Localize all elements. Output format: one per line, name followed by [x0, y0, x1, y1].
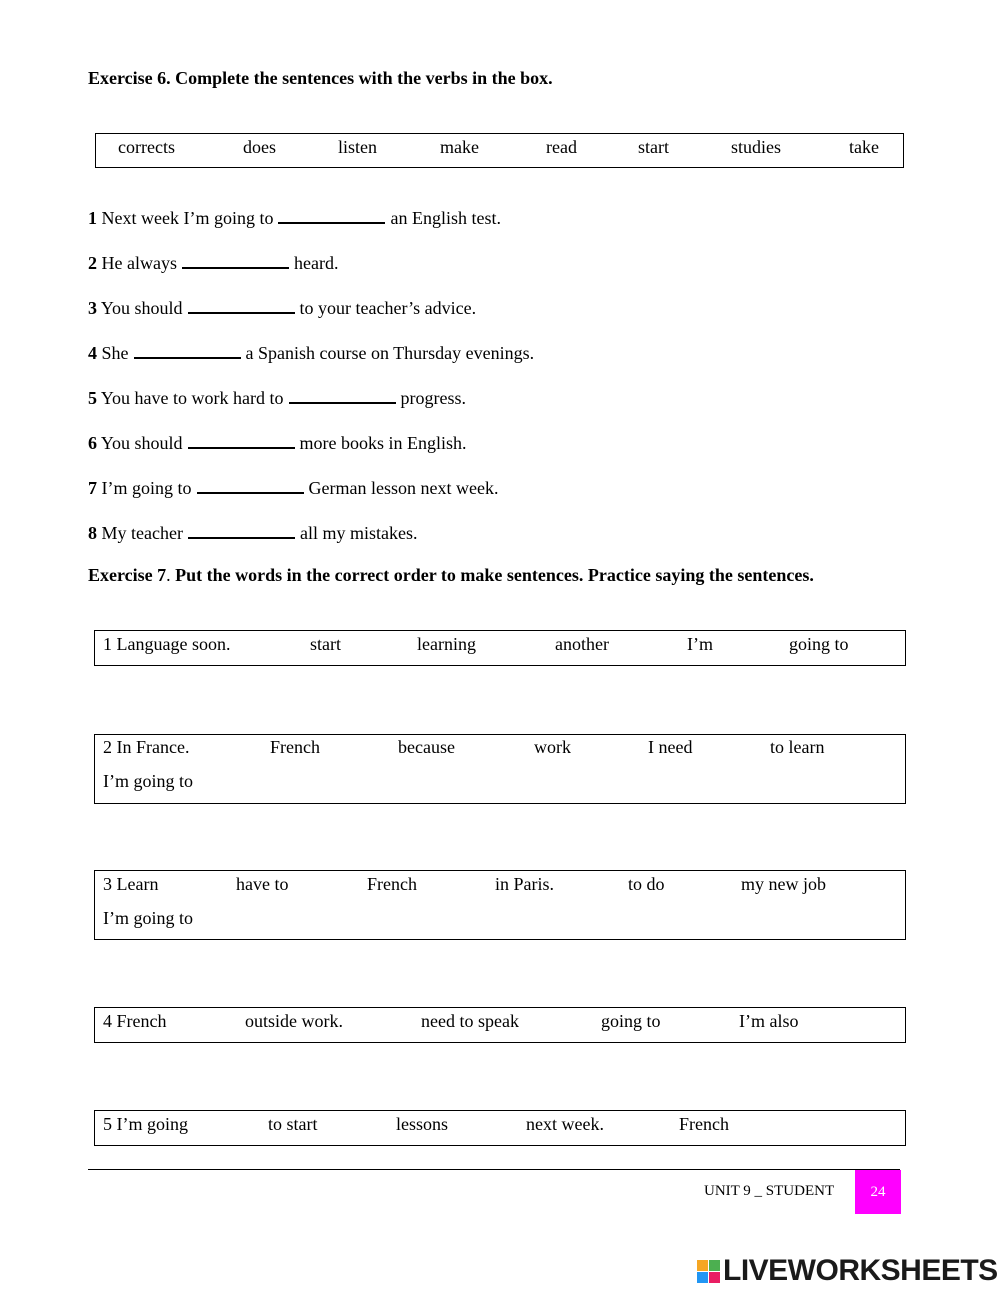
answer-blank[interactable]	[278, 204, 385, 224]
sentence-8	[88, 519, 417, 544]
word-chip[interactable]: I’m also	[739, 1011, 799, 1031]
sentence-before: You have to work hard to	[100, 388, 284, 408]
verb-item: read	[546, 137, 577, 157]
word-chip[interactable]: 4 French	[103, 1011, 167, 1031]
sentence-number: 8	[88, 523, 97, 543]
exercise-7-instruction: Put the words in the correct order to make sentences. Practice saying the sentences.	[175, 565, 814, 585]
sentence-after: to your teacher’s advice.	[299, 298, 477, 318]
logo-grid-cell	[697, 1260, 708, 1271]
word-chip[interactable]: lessons	[396, 1114, 449, 1134]
liveworksheets-logo	[697, 1254, 998, 1288]
word-box-3	[94, 870, 906, 940]
verb-item: start	[638, 137, 669, 157]
exercise-6-instruction: Complete the sentences with the verbs in the box.	[175, 68, 553, 88]
sentence-number: 4	[88, 343, 97, 363]
word-chip[interactable]: because	[398, 737, 455, 757]
verb-item: studies	[731, 137, 782, 157]
sentence-after: heard.	[293, 253, 339, 273]
word-chip[interactable]: 1 Language soon.	[103, 634, 231, 654]
sentence-after: an English test.	[390, 208, 501, 228]
sentence-3	[88, 294, 476, 319]
exercise-6-number: Exercise 6.	[88, 68, 171, 88]
word-chip[interactable]: French	[270, 737, 320, 757]
word-chip[interactable]: to learn	[770, 737, 825, 757]
word-chip[interactable]: French	[679, 1114, 729, 1134]
sentence-number: 6	[88, 433, 97, 453]
word-chip[interactable]: French	[367, 874, 417, 894]
sentence-number: 1	[88, 208, 97, 228]
verb-box	[95, 133, 904, 168]
word-chip[interactable]: to do	[628, 874, 665, 894]
exercise-7-label: Exercise 7	[88, 565, 167, 585]
logo-grid-cell	[697, 1272, 708, 1283]
sentence-after: more books in English.	[299, 433, 467, 453]
exercise-7-dot: .	[166, 565, 171, 585]
verb-item: take	[849, 137, 879, 157]
word-chip[interactable]: I’m going to	[103, 771, 193, 791]
word-chip[interactable]: I’m going to	[103, 908, 193, 928]
word-chip[interactable]: next week.	[526, 1114, 604, 1134]
footer-rule	[88, 1169, 900, 1170]
sentence-before: He always	[101, 253, 177, 273]
sentence-1	[88, 204, 501, 229]
sentence-before: You should	[100, 298, 183, 318]
word-chip[interactable]: need to speak	[421, 1011, 519, 1031]
exercise-6-heading	[88, 68, 553, 89]
sentence-after: a Spanish course on Thursday evenings.	[245, 343, 535, 363]
sentence-5	[88, 384, 466, 409]
logo-text: LIVEWORKSHEETS	[723, 1254, 998, 1287]
word-chip[interactable]: 5 I’m going	[103, 1114, 188, 1134]
sentence-6	[88, 429, 467, 454]
answer-blank[interactable]	[188, 294, 295, 314]
answer-blank[interactable]	[134, 339, 241, 359]
word-chip[interactable]: I’m	[687, 634, 713, 654]
sentence-before: My teacher	[101, 523, 183, 543]
sentence-number: 7	[88, 478, 97, 498]
answer-blank[interactable]	[182, 249, 289, 269]
word-chip[interactable]: work	[534, 737, 571, 757]
word-chip[interactable]: going to	[601, 1011, 661, 1031]
sentence-number: 3	[88, 298, 97, 318]
word-chip[interactable]: my new job	[741, 874, 826, 894]
verb-item: corrects	[118, 137, 175, 157]
answer-blank[interactable]	[188, 519, 295, 539]
sentence-before: Next week I’m going to	[101, 208, 274, 228]
word-box-1	[94, 630, 906, 666]
verb-item: make	[440, 137, 479, 157]
sentence-number: 5	[88, 388, 97, 408]
word-chip[interactable]: to start	[268, 1114, 318, 1134]
sentence-before: She	[101, 343, 129, 363]
word-chip[interactable]: 3 Learn	[103, 874, 159, 894]
exercise-7-heading	[88, 565, 814, 586]
sentence-after: progress.	[400, 388, 466, 408]
logo-grid-icon	[697, 1260, 720, 1283]
sentence-after: German lesson next week.	[308, 478, 499, 498]
verb-item: listen	[338, 137, 377, 157]
verb-item: does	[243, 137, 276, 157]
sentence-4	[88, 339, 534, 364]
sentence-after: all my mistakes.	[299, 523, 418, 543]
word-chip[interactable]: start	[310, 634, 341, 654]
sentence-2	[88, 249, 338, 274]
word-box-5	[94, 1110, 906, 1146]
logo-grid-cell	[709, 1272, 720, 1283]
page-number-badge: 24	[855, 1170, 901, 1214]
word-chip[interactable]: learning	[417, 634, 476, 654]
answer-blank[interactable]	[188, 429, 295, 449]
sentence-number: 2	[88, 253, 97, 273]
word-chip[interactable]: going to	[789, 634, 849, 654]
word-chip[interactable]: 2 In France.	[103, 737, 190, 757]
logo-grid-cell	[709, 1260, 720, 1271]
word-chip[interactable]: in Paris.	[495, 874, 555, 894]
sentence-before: You should	[100, 433, 183, 453]
unit-label: UNIT 9 _ STUDENT	[704, 1183, 835, 1199]
word-box-2	[94, 734, 906, 804]
word-box-4	[94, 1007, 906, 1043]
sentence-7	[88, 474, 498, 499]
word-chip[interactable]: outside work.	[245, 1011, 343, 1031]
word-chip[interactable]: I need	[648, 737, 693, 757]
word-chip[interactable]: another	[555, 634, 609, 654]
answer-blank[interactable]	[289, 384, 396, 404]
sentence-before: I’m going to	[101, 478, 192, 498]
word-chip[interactable]: have to	[236, 874, 289, 894]
answer-blank[interactable]	[197, 474, 304, 494]
